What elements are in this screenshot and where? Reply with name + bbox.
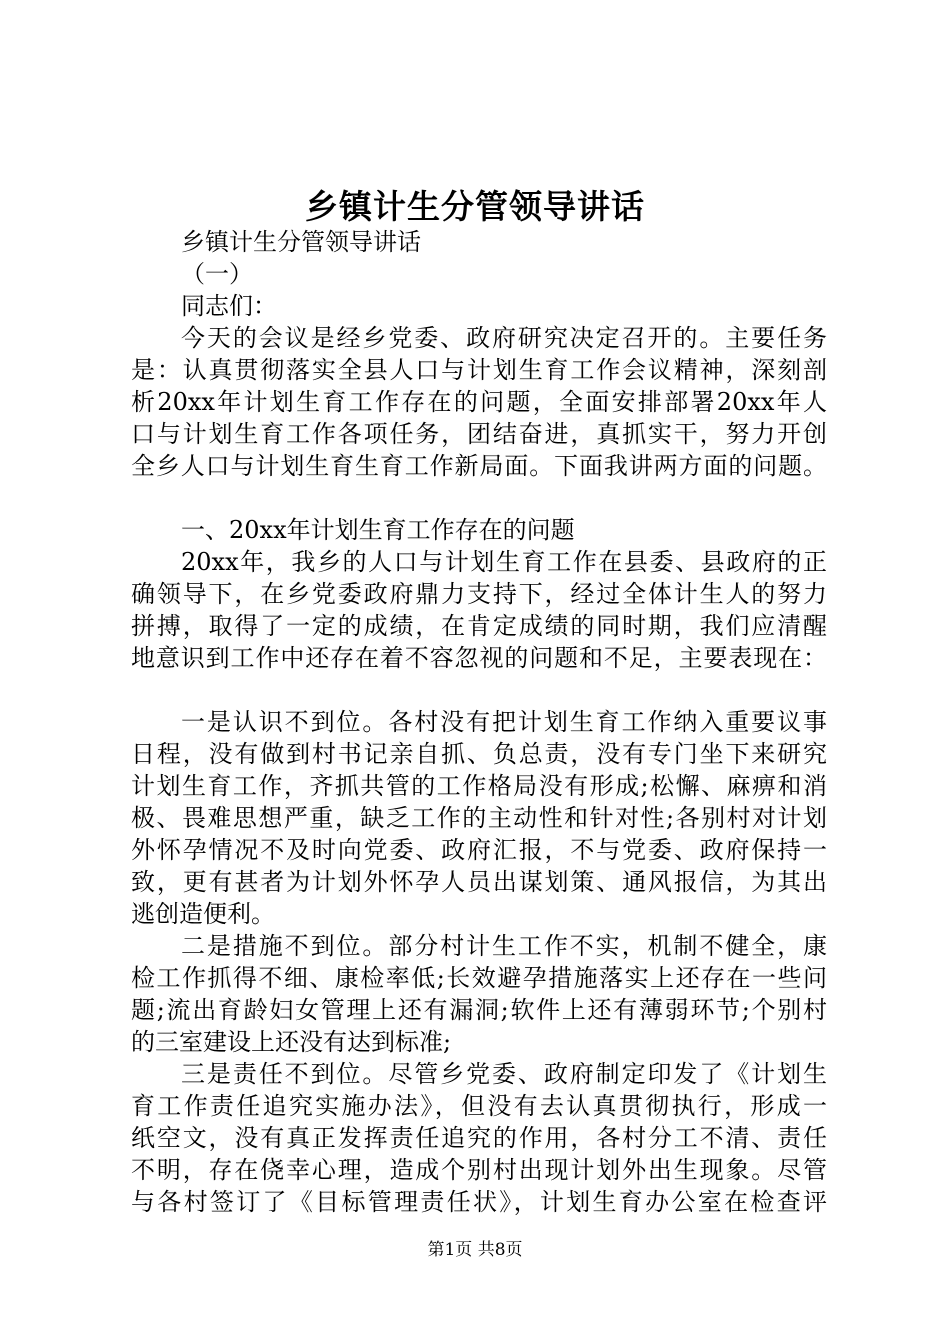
subtitle-line: 乡镇计生分管领导讲话: [181, 228, 421, 256]
paragraph-line: 析20xx年计划生育工作存在的问题，全面安排部署20xx年人: [131, 388, 827, 416]
paragraph-line: 日程，没有做到村书记亲自抓、负总责，没有专门坐下来研究: [131, 740, 827, 768]
section-heading: 一、20xx年计划生育工作存在的问题: [181, 516, 575, 544]
paragraph-line: 20xx年，我乡的人口与计划生育工作在县委、县政府的正: [181, 548, 827, 576]
paragraph-line: 一是认识不到位。各村没有把计划生育工作纳入重要议事: [181, 708, 827, 736]
paragraph-line: 与各村签订了《目标管理责任状》，计划生育办公室在检查评: [131, 1188, 827, 1216]
paragraph-line: 全乡人口与计划生育生育工作新局面。下面我讲两方面的问题。: [131, 452, 827, 480]
document-body: [131, 226, 827, 1218]
paragraph-line: 今天的会议是经乡党委、政府研究决定召开的。主要任务: [181, 324, 827, 352]
document-title: 乡镇计生分管领导讲话: [305, 187, 645, 226]
paragraph-line: 题;流出育龄妇女管理上还有漏洞;软件上还有薄弱环节;个别村: [131, 996, 827, 1024]
paragraph-line: 口与计划生育工作各项任务，团结奋进，真抓实干，努力开创: [131, 420, 827, 448]
paragraph-line: 极、畏难思想严重，缺乏工作的主动性和针对性;各别村对计划: [131, 804, 827, 832]
paragraph-line: 逃创造便利。: [131, 900, 275, 928]
paragraph-line: 检工作抓得不细、康检率低;长效避孕措施落实上还存在一些问: [131, 964, 827, 992]
paragraph-line: 致，更有甚者为计划外怀孕人员出谋划策、通风报信，为其出: [131, 868, 827, 896]
paragraph-line: 拼搏，取得了一定的成绩，在肯定成绩的同时期，我们应清醒: [131, 612, 827, 640]
paragraph-line: 育工作责任追究实施办法》，但没有去认真贯彻执行，形成一: [131, 1092, 827, 1120]
salutation-line: 同志们：: [181, 292, 277, 320]
paragraph-line: 不明，存在侥幸心理，造成个别村出现计划外出生现象。尽管: [131, 1156, 827, 1184]
paragraph-line: 计划生育工作，齐抓共管的工作格局没有形成;松懈、麻痹和消: [131, 772, 827, 800]
paragraph-line: 二是措施不到位。部分村计生工作不实，机制不健全，康: [181, 932, 827, 960]
paragraph-line: 确领导下，在乡党委政府鼎力支持下，经过全体计生人的努力: [131, 580, 827, 608]
section-number-line: （一）: [181, 260, 253, 288]
paragraph-line: 地意识到工作中还存在着不容忽视的问题和不足，主要表现在：: [131, 644, 827, 672]
blank-line: [131, 482, 827, 514]
blank-line: [131, 674, 827, 706]
paragraph-line: 外怀孕情况不及时向党委、政府汇报，不与党委、政府保持一: [131, 836, 827, 864]
page-number: 第1页 共8页: [427, 1240, 523, 1260]
paragraph-line: 纸空文，没有真正发挥责任追究的作用，各村分工不清、责任: [131, 1124, 827, 1152]
paragraph-line: 的三室建设上还没有达到标准;: [131, 1028, 452, 1056]
paragraph-line: 三是责任不到位。尽管乡党委、政府制定印发了《计划生: [181, 1060, 827, 1088]
paragraph-line: 是：认真贯彻落实全县人口与计划生育工作会议精神，深刻剖: [131, 356, 827, 384]
